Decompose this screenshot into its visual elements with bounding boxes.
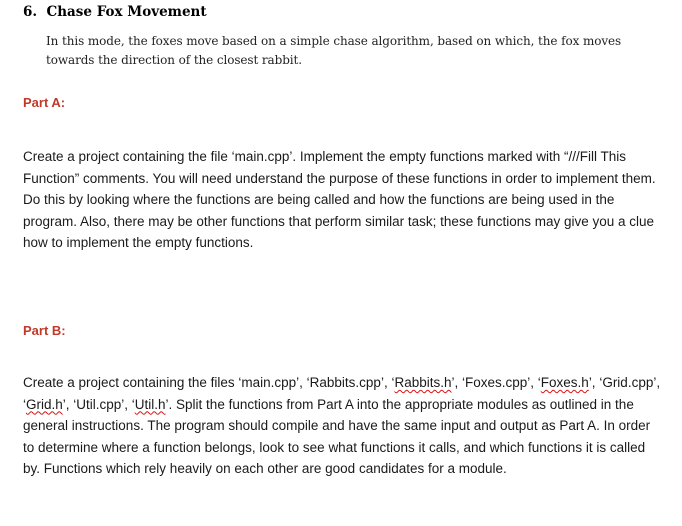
- part-b-text-segment: ’, ‘Util.cpp’, ‘: [62, 396, 135, 412]
- spellcheck-word: Rabbits.h: [394, 375, 452, 390]
- part-b-paragraph: [23, 372, 663, 480]
- part-b-text-segment: ’. Split the functions from Part A into the appropriate modules as outlined in the general instructions. The program should compile and have the same input and output as Part A. In order to determine where a function belongs, look to see what functions it calls, and which functions it is called by. Functions which rely heavily on each other are good candidates for a module.: [23, 396, 651, 477]
- section-title: Chase Fox Movement: [46, 4, 207, 20]
- part-b-text-segment: ’, ‘Grid.cpp’, ‘: [23, 375, 661, 412]
- part-a-label: Part A:: [23, 95, 66, 110]
- spellcheck-word: Foxes.h: [540, 375, 589, 390]
- part-b-text-segment: Create a project containing the files ‘main.cpp’, ‘Rabbits.cpp’, ‘: [23, 375, 395, 390]
- intro-paragraph: In this mode, the foxes move based on a simple chase algorithm, based on which, the fox moves towards the direction of the closest rabbit.: [46, 34, 622, 67]
- section-heading: [23, 4, 207, 20]
- part-a-paragraph: Create a project containing the file ‘main.cpp’. Implement the empty functions marked with “///Fill This Function” comments. You will need understand the purpose of these functions in order to implement them. Do this by looking where the functions are being called and how the functions are being used in the program. Also, there may be other functions that perform similar task; these functions may give you a clue how to implement the empty functions.: [23, 149, 656, 251]
- part-b-label: Part B:: [23, 323, 66, 338]
- part-b-text-segment: ’, ‘Foxes.cpp’, ‘: [451, 375, 541, 390]
- spellcheck-word: Util.h: [134, 396, 166, 412]
- spellcheck-word: Grid.h: [26, 396, 63, 412]
- section-number: 6.: [23, 4, 38, 20]
